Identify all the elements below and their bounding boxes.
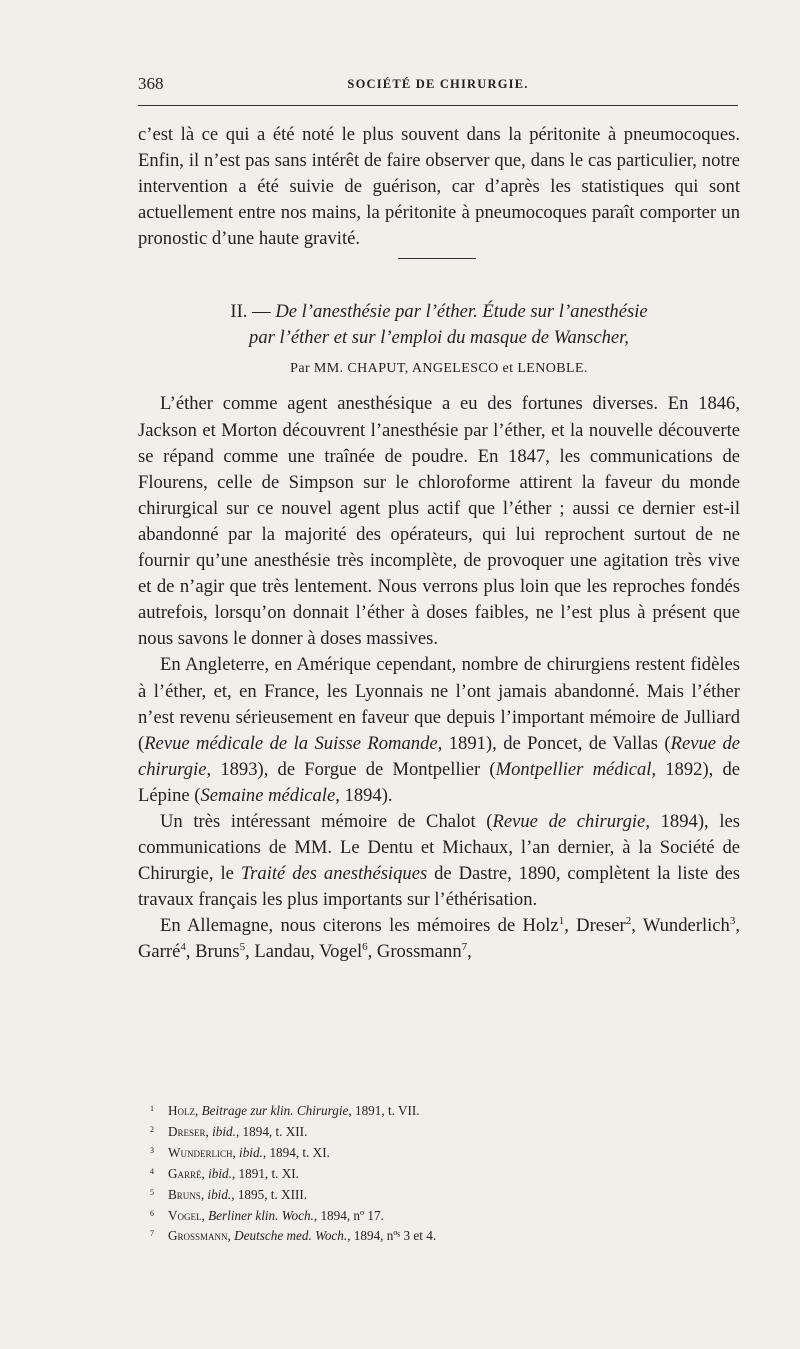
section-number: II. — [230,301,271,323]
footnote-author: Bruns [168,1186,201,1202]
footnote-ref[interactable]: 2 [625,915,632,928]
footnote-ref[interactable]: 1 [558,915,565,928]
footnote-4 [150,1163,710,1184]
footnote-2 [150,1121,710,1142]
text-run: , Dreser [564,915,626,937]
footnote-source: Beitrage zur klin. Chirurgie [201,1103,349,1118]
footnote-5 [150,1184,710,1205]
text-run: , 1894). [335,784,393,806]
footnote-rest: , 1894, nºˢ 3 et 4. [347,1228,437,1244]
text-run: , Grossmann [367,941,462,963]
footnote-author: Garré [168,1165,202,1181]
footnote-sep: , [201,1165,209,1181]
footnote-number: 1 [150,1104,154,1113]
footnote-number: 2 [150,1124,154,1134]
footnote-sep: , [200,1186,208,1202]
footnote-rest: , 1891, t. VII. [348,1103,420,1118]
text-run: En Allemagne, nous citerons les mémoires de Holz [160,915,559,937]
footnote-author: Holz [168,1103,196,1118]
footnote-source: ibid. [207,1186,232,1202]
footnote-ref[interactable]: 6 [362,941,368,954]
footnote-ref[interactable]: 4 [180,941,186,954]
footnote-6 [150,1205,710,1226]
citation: Revue médicale de la Suisse Romande [144,732,438,754]
footnote-sep: , [232,1144,240,1160]
text-run: En Angleterre, en Amérique cependant, nombre de chirurgiens restent fidèles à l’éther, et, en France, les Lyonnais ne l’ont jamais abandonné. Mais l’éther n’est revenu sérieusement en faveur que depuis l’important mémoire de Julliard ( [138,654,740,754]
footnote-number: 7 [150,1229,154,1239]
text-run: , [467,941,472,963]
text-run: , Wunderlich [631,915,730,937]
footnote-source: ibid. [208,1165,232,1181]
footnote-1 [150,1100,710,1121]
citation: Semaine médicale [200,784,336,806]
footnote-author: Wunderlich [168,1144,233,1160]
text-run: , 1892), de Lépine ( [138,758,740,806]
footnote-rest: , 1895, t. XIII. [231,1186,308,1202]
footnote-sep: , [201,1207,209,1223]
footnote-number: 4 [150,1166,154,1176]
footnote-author: Grossmann [168,1228,228,1244]
citation: Revue de chirurgie [492,810,646,832]
paragraph-3 [138,809,740,913]
section-separator [398,258,476,259]
section-title-line-1 [138,299,740,325]
text-run: , Landau, Vogel [245,941,363,963]
citation: Revue de chirurgie [138,732,740,780]
footnote-source: Berliner klin. Woch. [208,1207,314,1223]
footnote-source: ibid. [239,1144,263,1160]
footnote-source: Deutsche med. Woch. [234,1228,348,1244]
footnote-author: Vogel [168,1207,202,1223]
footnote-ref[interactable]: 7 [461,941,468,954]
text-run: , 1894), les communications de MM. Le Dentu et Michaux, l’an dernier, à la Société de Chirurgie, le [138,810,740,885]
footnote-number: 3 [150,1145,154,1155]
footnote-rest: , 1894, t. XII. [235,1123,308,1139]
paragraph-continuation: c’est là ce qui a été noté le plus souvent dans la péritonite à pneumocoques. Enfin, il n’est pas sans intérêt de faire observer que, dans le cas particulier, notre intervention a été suivie de guérison, car d’après les statistiques qui sont actuellement entre nos mains, la péritonite à pneumocoques paraît comporter un pronostic d’une haute gravité. [138,124,740,250]
footnote-sep: , [195,1103,202,1118]
footnote-rest: , 1894, nº 17. [313,1207,384,1223]
text-run: Un très intéressant mémoire de Chalot ( [160,810,493,832]
text-run: , 1891), de Poncet, de Vallas ( [437,732,671,754]
text-run: , 1893), de Forgue de Montpellier ( [206,758,496,780]
paragraph-2 [138,652,740,809]
page-number: 368 [138,74,164,93]
section-title-line-2: par l’éther et sur l’emploi du masque de Wanscher, [249,327,629,349]
footnote-7 [150,1225,710,1246]
text-run: de Dastre, 1890, complètent la liste des travaux français les plus importants sur l’éthérisation. [138,863,740,911]
paragraph-4 [138,913,740,965]
main-text [138,122,740,966]
footnote-number: 5 [150,1187,154,1197]
text-run: , Garré [138,915,741,963]
section-title [138,299,740,351]
footnote-number: 6 [150,1208,154,1218]
running-title: SOCIÉTÉ DE CHIRURGIE. [347,77,529,91]
section-title-text-1: De l’anesthésie par l’éther. Étude sur l’anesthésie [275,301,648,323]
footnote-source: ibid. [212,1123,236,1139]
citation: Montpellier médical [495,758,652,780]
footnotes [150,1100,710,1246]
page-header [138,74,738,98]
footnote-3 [150,1142,710,1163]
footnote-ref[interactable]: 5 [239,941,246,954]
footnote-sep: , [227,1228,235,1244]
header-rule [138,105,738,106]
footnote-rest: , 1891, t. XI. [231,1165,299,1181]
footnote-author: Dreser [168,1123,206,1139]
paragraph-1: L’éther comme agent anesthésique a eu des fortunes diverses. En 1846, Jackson et Morton découvrent l’anesthésie par l’éther, et la nouvelle découverte se répand comme une traînée de poudre. En 1847, les communications de Flourens, celle de Simpson sur le chloroforme attirent la faveur du monde chirurgical sur ce nouvel agent plus actif que l’éther ; aussi ce dernier est-il abandonné par la majorité des opérateurs, qui lui reprochent surtout de ne fournir qu’une anesthésie très incomplète, de provoquer une agitation très vive et de n’agir que très lentement. Nous verrons plus loin que les reproches fondés autrefois, lorsqu’on donnait l’éther à doses faibles, ne l’est plus à présent que nous savons le donner à doses massives. [138,393,740,650]
footnote-rest: , 1894, t. XI. [262,1144,330,1160]
text-run: , Bruns [185,941,240,963]
section-authors: Par MM. CHAPUT, ANGELESCO et LENOBLE. [290,361,588,377]
citation: Traité des anesthésiques [240,863,428,885]
footnote-sep: , [205,1123,213,1139]
footnote-ref[interactable]: 3 [729,915,736,928]
